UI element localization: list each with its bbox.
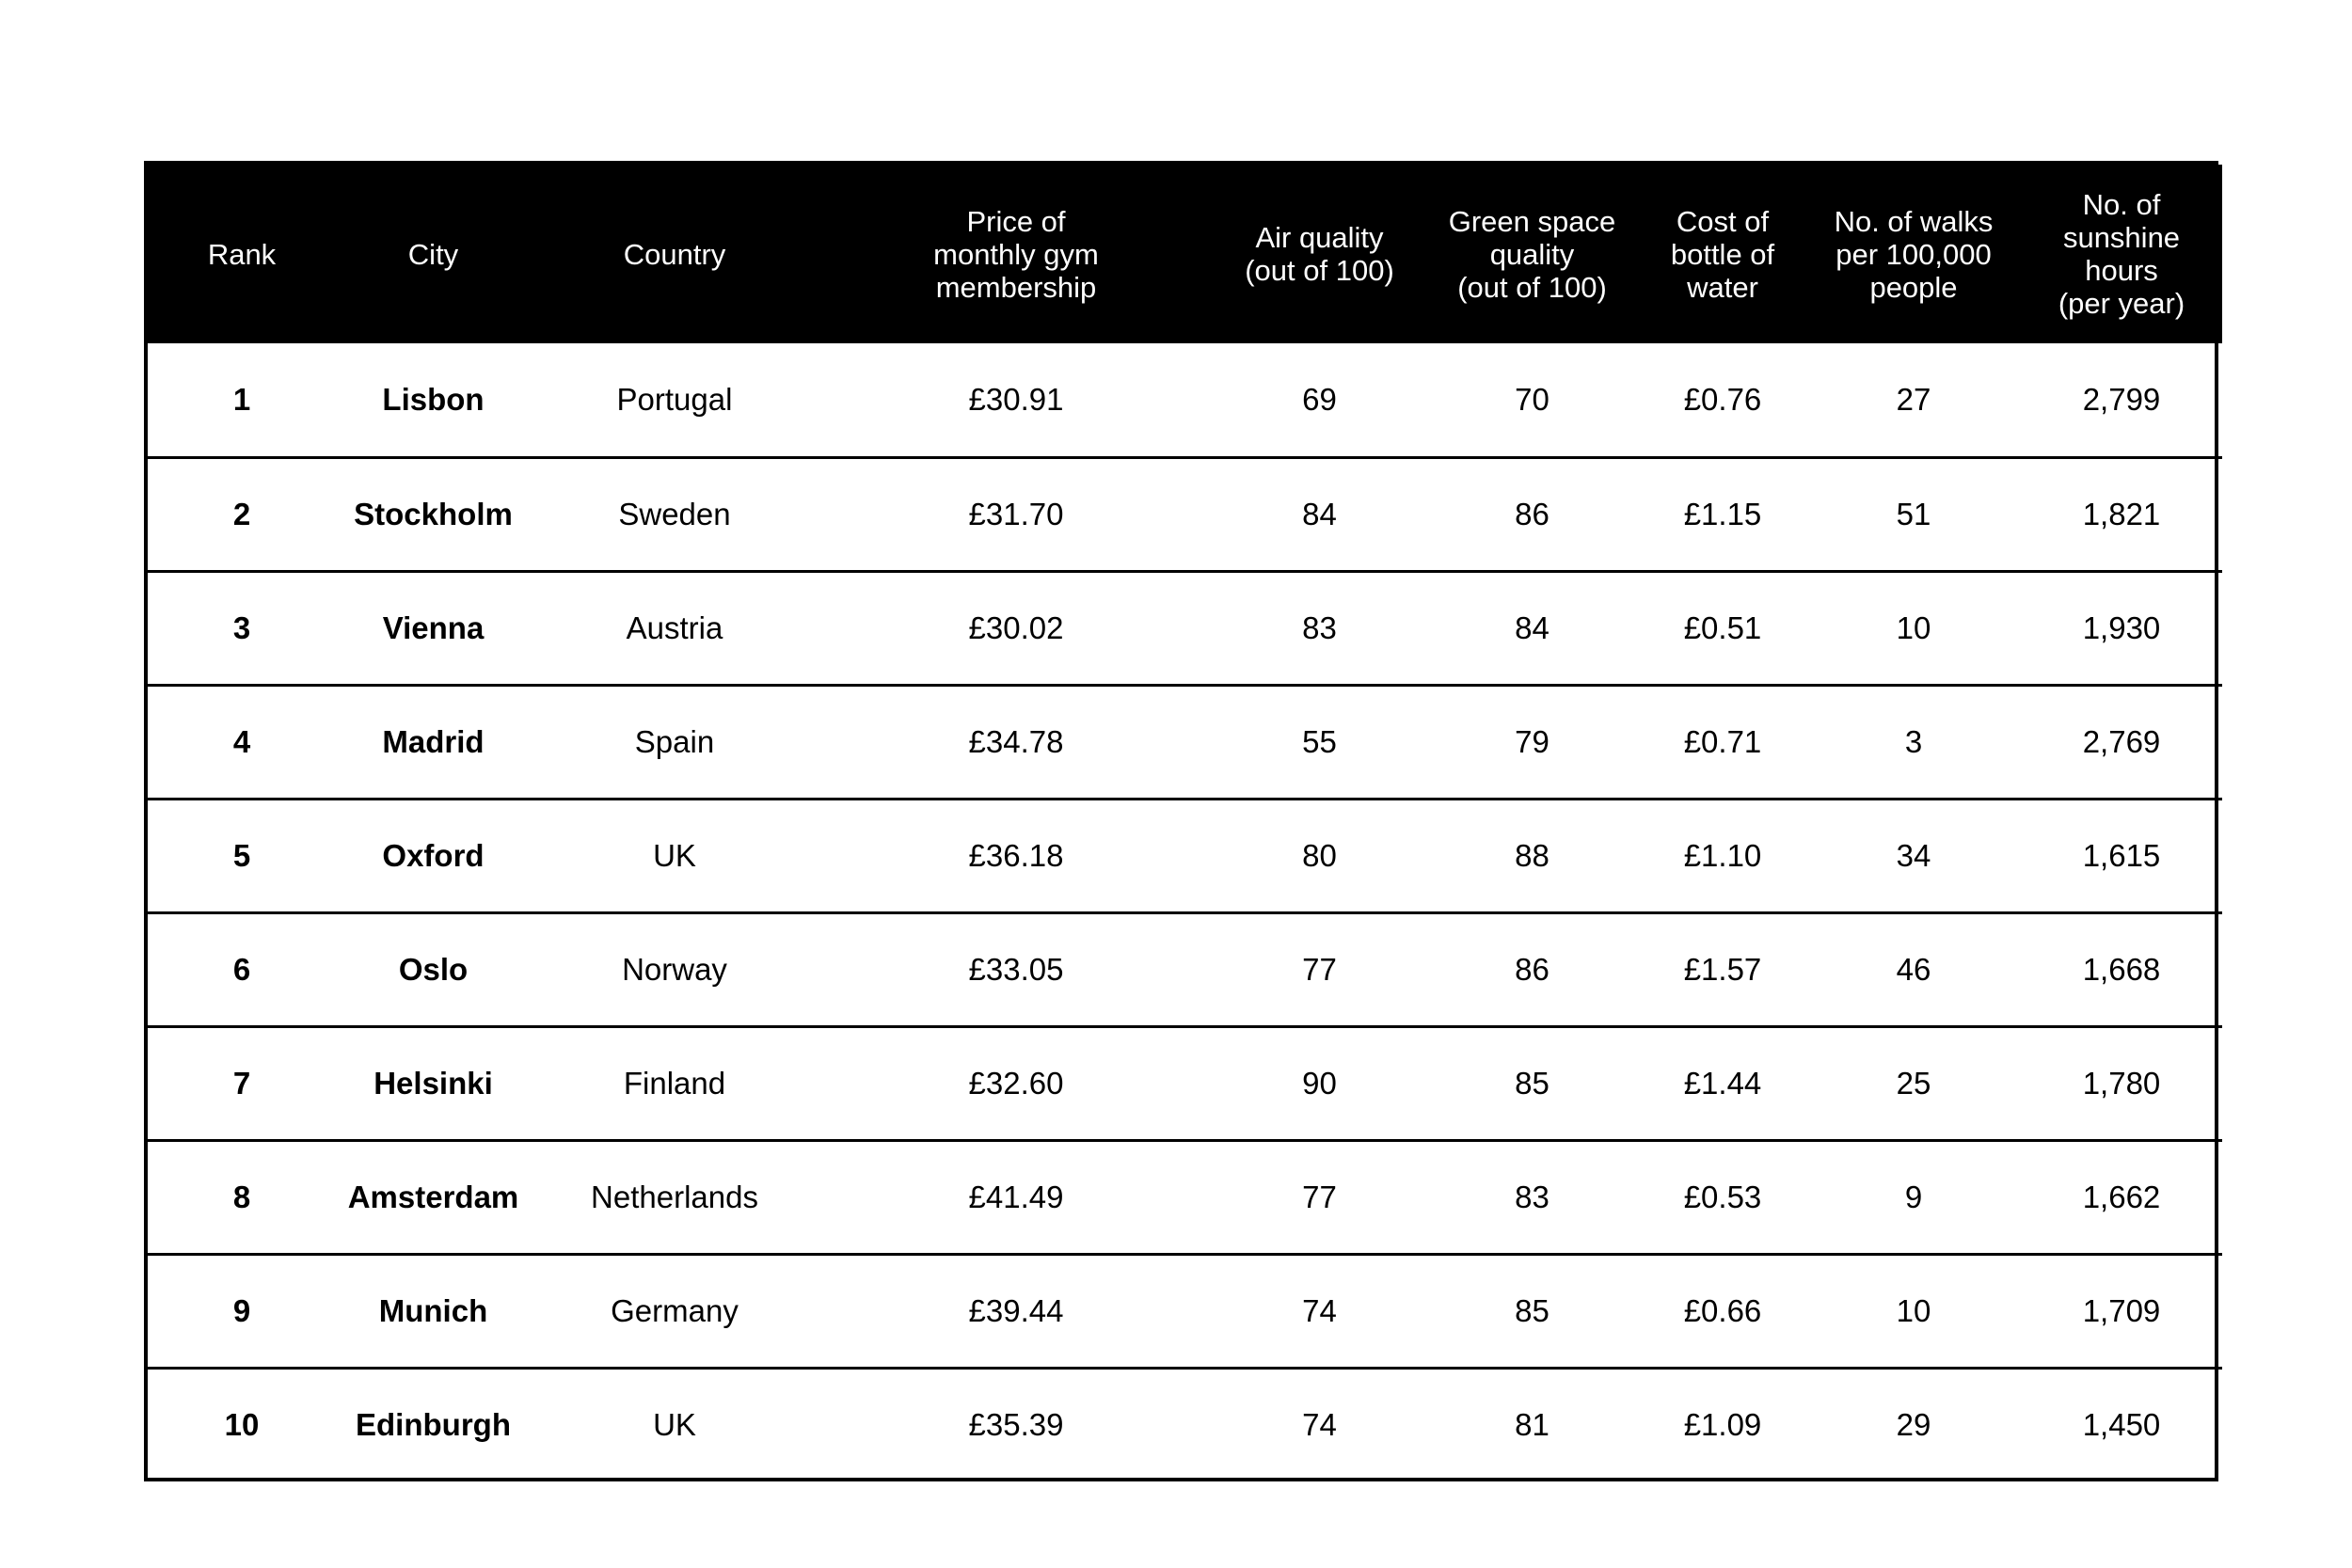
cell-air-quality: 77 <box>1302 1179 1337 1214</box>
cell-walks: 46 <box>1896 951 1931 987</box>
cell-gym-price: £41.49 <box>968 1179 1064 1214</box>
cell-city: Oxford <box>382 837 485 873</box>
cell-country: Spain <box>634 723 715 759</box>
cell-air-quality: 80 <box>1302 837 1337 873</box>
cell-rank: 8 <box>232 1179 251 1214</box>
cell-walks: 9 <box>1904 1179 1923 1214</box>
cell-sunshine-hours: 1,709 <box>2082 1292 2161 1328</box>
table-row <box>148 1368 2222 1481</box>
cell-air-quality: 74 <box>1302 1407 1337 1443</box>
cell-gym-price: £30.91 <box>968 381 1064 417</box>
cell-water-cost: £0.71 <box>1683 723 1762 759</box>
cell-city: Edinburgh <box>356 1407 511 1443</box>
cell-walks: 25 <box>1896 1065 1931 1101</box>
cell-country: Norway <box>622 951 727 987</box>
cell-gym-price: £35.39 <box>968 1407 1064 1443</box>
cell-green-space: 85 <box>1515 1065 1549 1101</box>
cell-city: Amsterdam <box>347 1179 519 1214</box>
cell-rank: 7 <box>232 1065 251 1101</box>
cell-water-cost: £0.51 <box>1683 610 1762 645</box>
cell-city: Madrid <box>382 723 485 759</box>
table-row <box>148 571 2222 685</box>
cell-green-space: 79 <box>1515 723 1549 759</box>
cell-green-space: 81 <box>1515 1407 1549 1443</box>
cell-country: Netherlands <box>591 1179 758 1214</box>
cell-country: Sweden <box>618 496 731 531</box>
cell-green-space: 84 <box>1515 610 1549 645</box>
cell-walks: 10 <box>1896 1292 1931 1328</box>
column-header-city: City <box>407 237 459 271</box>
column-header-walks: No. of walks per 100,000 people <box>1834 204 1994 304</box>
cell-rank: 4 <box>232 723 251 759</box>
cell-walks: 51 <box>1896 496 1931 531</box>
city-rankings-table <box>148 165 2222 1481</box>
column-header-rank: Rank <box>207 237 277 271</box>
cell-sunshine-hours: 1,662 <box>2082 1179 2161 1214</box>
cell-water-cost: £1.10 <box>1683 837 1762 873</box>
cell-air-quality: 84 <box>1302 496 1337 531</box>
column-header-sunshine-hours: No. of sunshine hours (per year) <box>2058 188 2185 320</box>
cell-sunshine-hours: 1,780 <box>2082 1065 2161 1101</box>
cell-rank: 9 <box>232 1292 251 1328</box>
cell-rank: 2 <box>232 496 251 531</box>
header-row <box>148 165 2222 343</box>
cell-water-cost: £1.15 <box>1683 496 1762 531</box>
cell-air-quality: 83 <box>1302 610 1337 645</box>
table-body <box>148 343 2222 1481</box>
cell-air-quality: 74 <box>1302 1292 1337 1328</box>
rankings-table-frame <box>144 161 2218 1481</box>
cell-green-space: 85 <box>1515 1292 1549 1328</box>
cell-sunshine-hours: 1,821 <box>2082 496 2161 531</box>
cell-water-cost: £0.53 <box>1683 1179 1762 1214</box>
cell-gym-price: £31.70 <box>968 496 1064 531</box>
table-row <box>148 343 2222 457</box>
cell-sunshine-hours: 2,799 <box>2082 381 2161 417</box>
column-header-water-cost: Cost of bottle of water <box>1670 204 1775 304</box>
table-row <box>148 1254 2222 1368</box>
cell-air-quality: 69 <box>1302 381 1337 417</box>
cell-green-space: 88 <box>1515 837 1549 873</box>
cell-air-quality: 55 <box>1302 723 1337 759</box>
table-header <box>148 165 2222 343</box>
cell-sunshine-hours: 2,769 <box>2082 723 2161 759</box>
cell-gym-price: £33.05 <box>968 951 1064 987</box>
cell-gym-price: £34.78 <box>968 723 1064 759</box>
cell-walks: 3 <box>1904 723 1923 759</box>
cell-water-cost: £0.76 <box>1683 381 1762 417</box>
cell-country: UK <box>653 1407 696 1443</box>
cell-gym-price: £39.44 <box>968 1292 1064 1328</box>
cell-city: Vienna <box>382 610 485 645</box>
cell-water-cost: £1.44 <box>1683 1065 1762 1101</box>
column-header-air-quality: Air quality (out of 100) <box>1245 221 1394 287</box>
table-row <box>148 1140 2222 1254</box>
cell-gym-price: £32.60 <box>968 1065 1064 1101</box>
column-header-gym-price: Price of monthly gym membership <box>933 204 1099 304</box>
cell-sunshine-hours: 1,450 <box>2082 1407 2161 1443</box>
cell-green-space: 86 <box>1515 496 1549 531</box>
cell-country: UK <box>653 837 696 873</box>
cell-walks: 10 <box>1896 610 1931 645</box>
cell-walks: 29 <box>1896 1407 1931 1443</box>
cell-water-cost: £1.09 <box>1683 1407 1762 1443</box>
cell-green-space: 86 <box>1515 951 1549 987</box>
cell-city: Munich <box>378 1292 488 1328</box>
cell-sunshine-hours: 1,668 <box>2082 951 2161 987</box>
cell-walks: 34 <box>1896 837 1931 873</box>
cell-country: Finland <box>623 1065 726 1101</box>
cell-rank: 5 <box>232 837 251 873</box>
column-header-country: Country <box>623 237 726 271</box>
cell-gym-price: £36.18 <box>968 837 1064 873</box>
table-row <box>148 457 2222 571</box>
table-row <box>148 685 2222 799</box>
cell-city: Lisbon <box>382 381 485 417</box>
column-header-green-space: Green space quality (out of 100) <box>1448 204 1616 304</box>
cell-city: Stockholm <box>354 496 513 531</box>
table-row <box>148 799 2222 912</box>
cell-walks: 27 <box>1896 381 1931 417</box>
cell-green-space: 83 <box>1515 1179 1549 1214</box>
table-row <box>148 912 2222 1026</box>
table-row <box>148 1026 2222 1140</box>
cell-gym-price: £30.02 <box>968 610 1064 645</box>
cell-country: Austria <box>626 610 723 645</box>
cell-sunshine-hours: 1,930 <box>2082 610 2161 645</box>
cell-country: Germany <box>611 1292 739 1328</box>
cell-air-quality: 77 <box>1302 951 1337 987</box>
cell-rank: 1 <box>232 381 251 417</box>
cell-rank: 6 <box>232 951 251 987</box>
cell-rank: 10 <box>224 1407 260 1443</box>
cell-air-quality: 90 <box>1302 1065 1337 1101</box>
cell-city: Helsinki <box>373 1065 493 1101</box>
cell-green-space: 70 <box>1515 381 1549 417</box>
cell-sunshine-hours: 1,615 <box>2082 837 2161 873</box>
cell-country: Portugal <box>616 381 733 417</box>
cell-water-cost: £0.66 <box>1683 1292 1762 1328</box>
cell-water-cost: £1.57 <box>1683 951 1762 987</box>
cell-city: Oslo <box>398 951 469 987</box>
cell-rank: 3 <box>232 610 251 645</box>
